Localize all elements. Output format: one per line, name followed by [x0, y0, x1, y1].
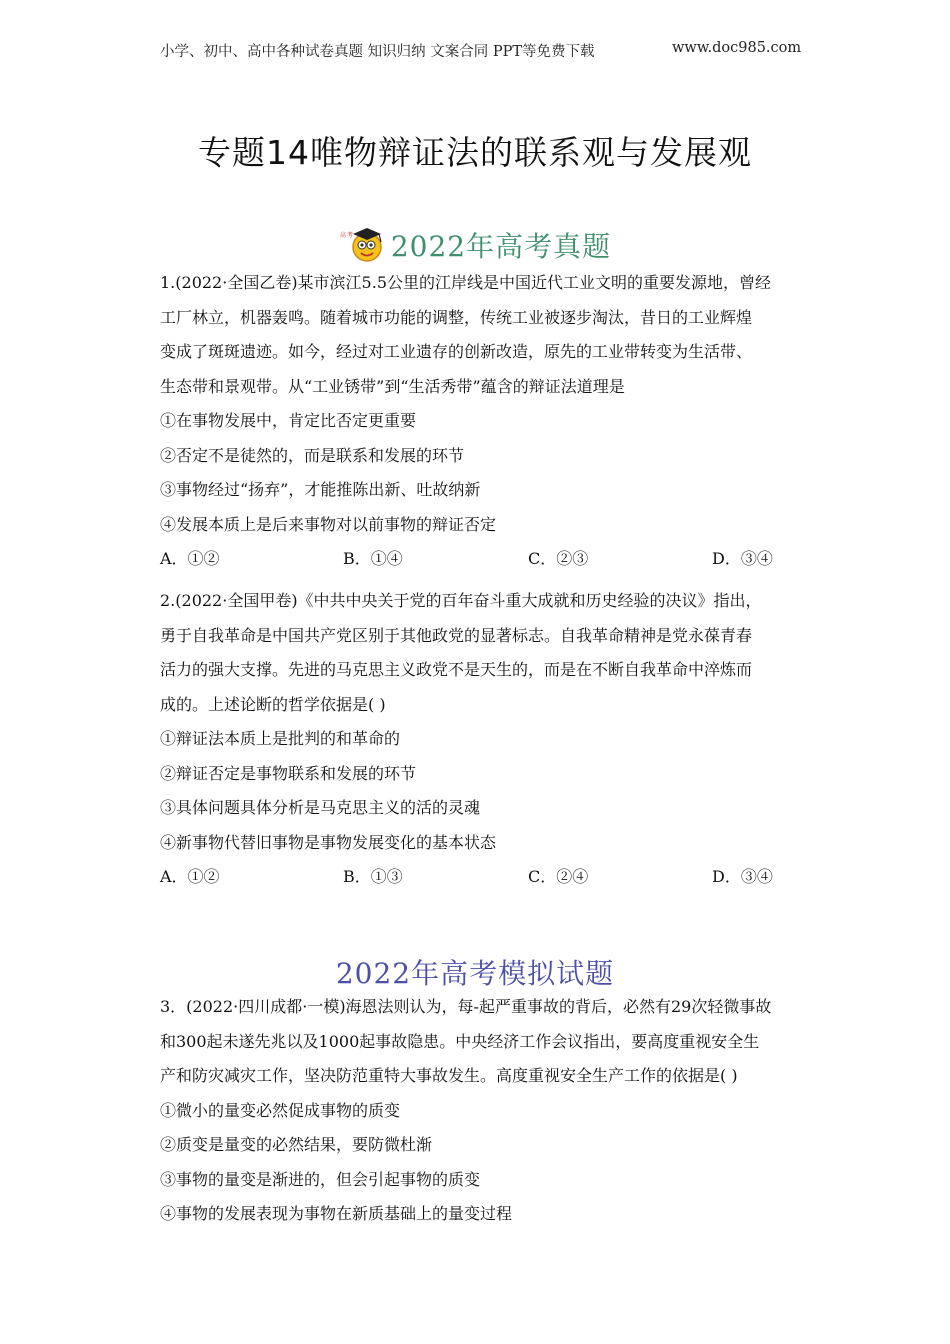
option-a: A．①② [160, 549, 220, 568]
question-item: ④事物的发展表现为事物在新质基础上的量变过程 [160, 1204, 513, 1223]
question-item: ②否定不是徒然的，而是联系和发展的环节 [160, 445, 465, 465]
question-stem-line: 3．(2022·四川成都·一模)海恩法则认为，每-起严重事故的背后，必然有29次轻微事故 [160, 997, 772, 1016]
question-stem-line: 成的。上述论断的哲学依据是( ) [160, 694, 386, 714]
question-item: ①辩证法本质上是批判的和革命的 [160, 729, 401, 748]
option-d: D．③④ [712, 549, 773, 568]
question-item: ①在事物发展中，肯定比否定更重要 [160, 411, 417, 430]
question-item: ③事物经过“扬弃”，才能推陈出新、吐故纳新 [160, 480, 481, 499]
answer-options [160, 542, 790, 577]
section-heading-mock-exam: 2022年高考模拟试题 [335, 957, 615, 990]
graduate-mascot-icon [339, 225, 387, 265]
question-stem-line: 1.(2022·全国乙卷)某市滨江5.5公里的江岸线是中国近代工业文明的重要发源地，曾经 [160, 273, 772, 292]
option-b: B．①③ [343, 867, 403, 886]
question-item: ②辩证否定是事物联系和发展的环节 [160, 763, 417, 783]
header-site[interactable]: www.doc985.com [672, 40, 802, 56]
question-item: ①微小的量变必然促成事物的质变 [160, 1100, 401, 1120]
answer-options [160, 860, 790, 895]
question-3 [160, 990, 790, 1232]
option-d: D．③④ [712, 867, 773, 886]
question-1 [160, 266, 790, 577]
question-stem-line: 和300起未遂先兆以及1000起事故隐患。中央经济工作会议指出，要高度重视安全生 [160, 1031, 760, 1051]
question-stem-line: 工厂林立，机器轰鸣。随着城市功能的调整，传统工业被逐步淘汰，昔日的工业辉煌 [160, 307, 753, 327]
question-item: ③事物的量变是渐进的，但会引起事物的质变 [160, 1169, 481, 1189]
section-real-label: 2022年高考真题 [390, 230, 612, 263]
question-stem-line: 活力的强大支撑。先进的马克思主义政党不是天生的，而是在不断自我革命中淬炼而 [160, 660, 753, 679]
question-stem-line: 变成了斑斑遗迹。如今，经过对工业遗存的创新改造，原先的工业带转变为生活带、 [160, 342, 753, 361]
question-item: ④新事物代替旧事物是事物发展变化的基本状态 [160, 832, 497, 852]
question-item: ③具体问题具体分析是马克思主义的活的灵魂 [160, 798, 481, 817]
page-header [160, 40, 800, 61]
section-heading-real-exam [0, 225, 950, 269]
question-stem-line: 2.(2022·全国甲卷)《中共中央关于党的百年奋斗重大成就和历史经验的决议》指出， [160, 591, 762, 610]
option-c: C．②④ [528, 867, 589, 886]
question-stem-line: 产和防灾减灾工作，坚决防范重特大事故发生。高度重视安全生产工作的依据是( ) [160, 1066, 738, 1085]
option-b: B．①④ [343, 549, 403, 568]
question-item: ④发展本质上是后来事物对以前事物的辩证否定 [160, 514, 497, 534]
question-item: ②质变是量变的必然结果，要防微杜渐 [160, 1135, 433, 1154]
page-title: 专题14唯物辩证法的联系观与发展观 [198, 133, 752, 172]
svg-text:高考: 高考 [339, 231, 354, 239]
header-text: 小学、初中、高中各种试卷真题 知识归纳 文案合同 PPT等免费下载 [160, 44, 595, 60]
option-c: C．②③ [528, 549, 589, 568]
option-a: A．①② [160, 867, 220, 886]
question-stem-line: 勇于自我革命是中国共产党区别于其他政党的显著标志。自我革命精神是党永葆青春 [160, 625, 753, 645]
question-stem-line: 生态带和景观带。从“工业锈带”到“生活秀带”蕴含的辩证法道理是 [160, 376, 625, 396]
question-2 [160, 584, 790, 895]
